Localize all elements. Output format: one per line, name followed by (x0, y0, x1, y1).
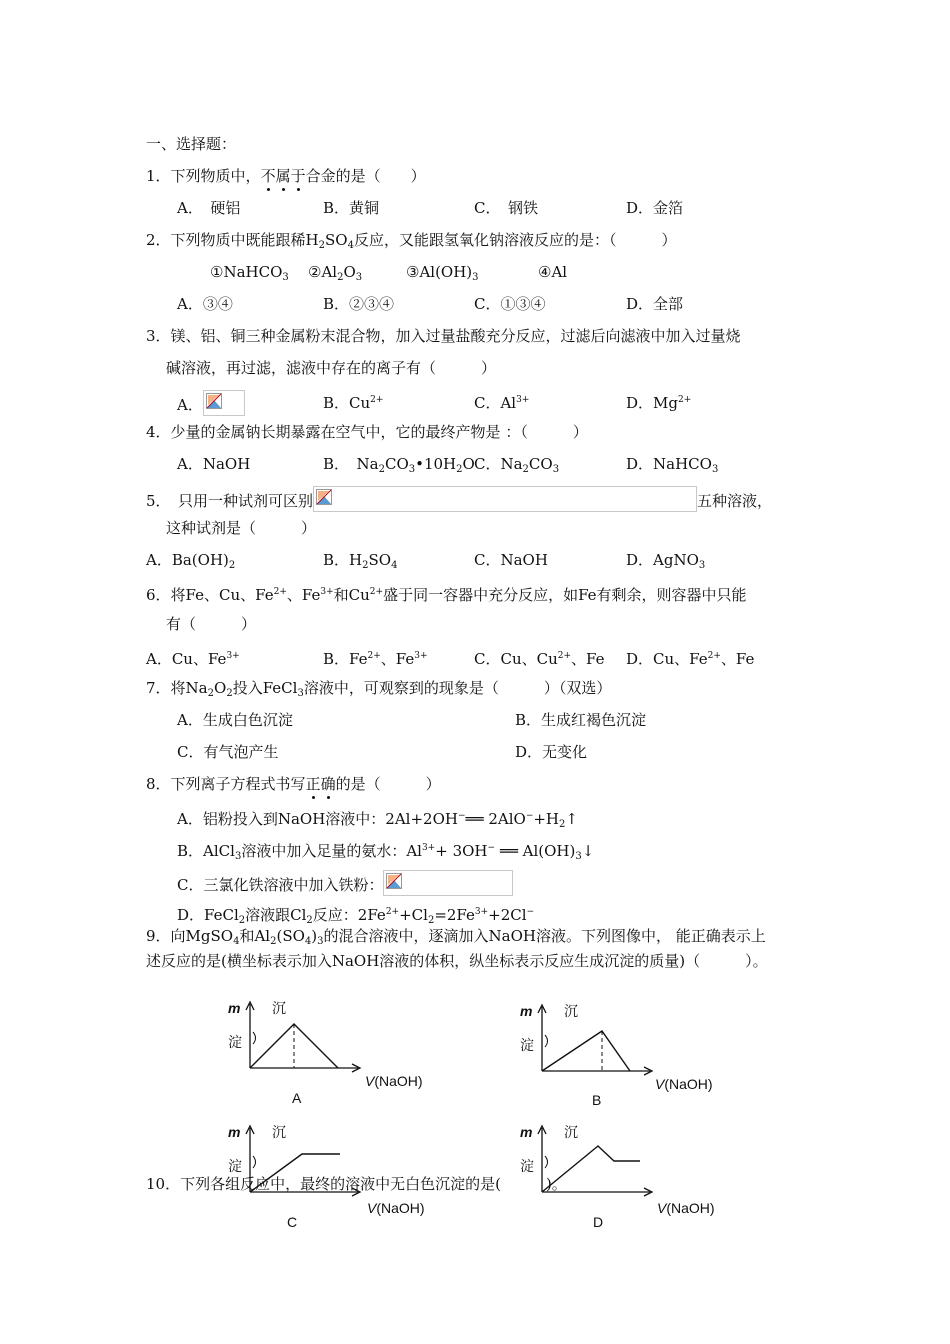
q7-option-d: D．无变化 (515, 743, 588, 761)
x-axis-label: V(NaOH) (365, 1073, 423, 1089)
q2-option-d: D．全部 (626, 295, 684, 313)
q1-option-c: C． 钢铁 (474, 199, 538, 217)
broken-image-icon (313, 486, 697, 512)
q4-option-d: D．NaHCO$_3$ (626, 455, 719, 475)
q7-option-c: C．有气泡产生 (177, 743, 279, 761)
q6-option-d: D．Cu、$Fe^{2+}$、Fe (626, 650, 755, 668)
y-axis-m-label: m (228, 1124, 241, 1140)
q5-option-a: A．$Ba(OH)_2$ (146, 551, 236, 571)
y-axis-label-chen: 沉 (564, 1003, 578, 1019)
q1-option-d: D．金箔 (626, 199, 684, 217)
y-axis-m-label: m (520, 1124, 533, 1140)
question-3-line-2: 碱溶液，再过滤，滤液中存在的离子有（ ） (166, 359, 497, 377)
q2-option-a: A．③④ (177, 295, 233, 313)
q2-option-c: C．①③④ (474, 295, 546, 313)
axis-paren (545, 1035, 548, 1047)
q4-option-b: B． $Na_2CO_3•10H_2O$ (323, 455, 475, 475)
axis-paren (253, 1156, 256, 1168)
q8-option-d: D．FeCl$_2$溶液跟$Cl_2$反应：$2Fe^{2+}+Cl_2=2Fe^{3+}+2Cl^-$ (177, 906, 535, 926)
x-axis-label: V(NaOH) (655, 1076, 713, 1092)
y-axis-label-chen: 沉 (272, 1124, 286, 1140)
question-6-line-2: 有（ ） (166, 615, 257, 633)
question-3-line-1: 3．镁、铝、铜三种金属粉末混合物，加入过量盐酸充分反应，过滤后向滤液中加入过量烧 (146, 327, 741, 345)
y-axis-label-chen: 沉 (564, 1124, 578, 1140)
q3-option-c: C．$Al^{3+}$ (474, 394, 530, 412)
question-8: 8．下列离子方程式书写正确的是（ ） (146, 775, 441, 793)
q1-option-b: B．黄铜 (323, 199, 380, 217)
q8-option-c: C．三氯化铁溶液中加入铁粉： (177, 870, 513, 896)
q6-option-b: B．$Fe^{2+}$、$Fe^{3+}$ (323, 650, 428, 668)
graph-label-d: D (593, 1214, 604, 1230)
y-axis-label-dian: 淀 (520, 1037, 534, 1053)
q6-option-c: C．Cu、$Cu^{2+}$、Fe (474, 650, 605, 668)
graph-label-c: C (287, 1214, 298, 1230)
q5-option-d: D．AgNO$_3$ (626, 551, 706, 571)
axis-paren (545, 1156, 548, 1168)
question-5-line-2: 这种试剂是（ ） (166, 519, 317, 537)
q1-option-a: A． 硬铝 (177, 199, 241, 217)
axis-paren (253, 1032, 256, 1044)
y-axis-label-dian: 淀 (228, 1158, 242, 1174)
q2-substance-3: $③Al(OH)_3$ (406, 263, 479, 283)
question-9-line-2: 述反应的是(横坐标表示加入NaOH溶液的体积，纵坐标表示反应生成沉淀的质量)（ ）。 (146, 952, 768, 970)
q7-option-a: A．生成白色沉淀 (177, 711, 293, 729)
q4-option-a: A．NaOH (177, 455, 251, 473)
q2-option-b: B．②③④ (323, 295, 395, 313)
y-axis-label-dian: 淀 (520, 1158, 534, 1174)
graph-label-a: A (292, 1090, 302, 1106)
graph-d (532, 1122, 662, 1212)
question-6-line-1: 6．将Fe、Cu、$Fe^{2+}$、$Fe^{3+}$和$Cu^{2+}$盛于同一容器中充分反应，如Fe有剩余，则容器中只能 (146, 586, 747, 604)
section-title: 一、选择题： (146, 135, 237, 153)
q4-option-c: C．$Na_2CO_3$ (474, 455, 560, 475)
question-1: 1．下列物质中，不属于合金的是（ ） (146, 167, 426, 185)
q5-option-b: B．$H_2SO_4$ (323, 551, 398, 571)
broken-image-icon (203, 390, 245, 416)
q5-option-c: C．NaOH (474, 551, 548, 569)
x-axis-label: V(NaOH) (367, 1200, 425, 1216)
question-5-line-1: 5． 只用一种试剂可区别 五种溶液， (146, 486, 772, 512)
graph-c (240, 1122, 370, 1212)
x-axis-label: V(NaOH) (657, 1200, 715, 1216)
broken-image-icon (383, 870, 513, 896)
emphasis-dots: 不属于 (260, 167, 306, 185)
y-axis-m-label: m (228, 1000, 241, 1016)
q2-substance-2: $②Al_2O_3$ (308, 263, 363, 283)
question-10: 10．下列各组反应中，最终的溶液中无白色沉淀的是( )。 (146, 1175, 567, 1193)
precipitate-curve (542, 1031, 630, 1071)
y-axis-label-chen: 沉 (272, 1000, 286, 1016)
question-9-line-1: 9．向MgSO$_4$和$Al_2(SO_4)_3$的混合溶液中，逐滴加入NaOH溶液。下列图像中， 能正确表示上 (146, 927, 766, 947)
y-axis-m-label: m (520, 1003, 533, 1019)
emphasis-dots: 正确 (305, 775, 336, 793)
q3-option-b: B．$Cu^{2+}$ (323, 394, 384, 412)
question-4: 4．少量的金属钠长期暴露在空气中，它的最终产物是 ：（ ） (146, 423, 588, 441)
question-7: 7．将$Na_2O_2$投入FeCl$_3$溶液中，可观察到的现象是（ ）（双选） (146, 679, 612, 699)
q6-option-a: A．Cu、$Fe^{3+}$ (146, 650, 240, 668)
graph-b (532, 1001, 662, 1091)
q3-option-a: A． (177, 390, 245, 416)
q3-option-d: D．$Mg^{2+}$ (626, 394, 692, 412)
q8-option-a: A．铝粉投入到NaOH溶液中：2Al+2OH−══ $2AlO^-+H_2↑$ (177, 810, 578, 830)
q8-option-b: B．AlCl$_3$溶液中加入足量的氨水：$Al^{3+}+ 3OH^-$ ══ $Al(OH)_3↓$ (177, 842, 595, 862)
graph-a (240, 998, 370, 1088)
q7-option-b: B．生成红褐色沉淀 (515, 711, 647, 729)
question-2: 2．下列物质中既能跟稀$H_2SO_4$反应，又能跟氢氧化钠溶液反应的是：（ ） (146, 231, 677, 251)
y-axis-label-dian: 淀 (228, 1034, 242, 1050)
q2-substance-1: ①NaHCO$_3$ (210, 263, 289, 283)
q2-substance-4: ④Al (538, 263, 568, 281)
graph-label-b: B (592, 1092, 602, 1108)
